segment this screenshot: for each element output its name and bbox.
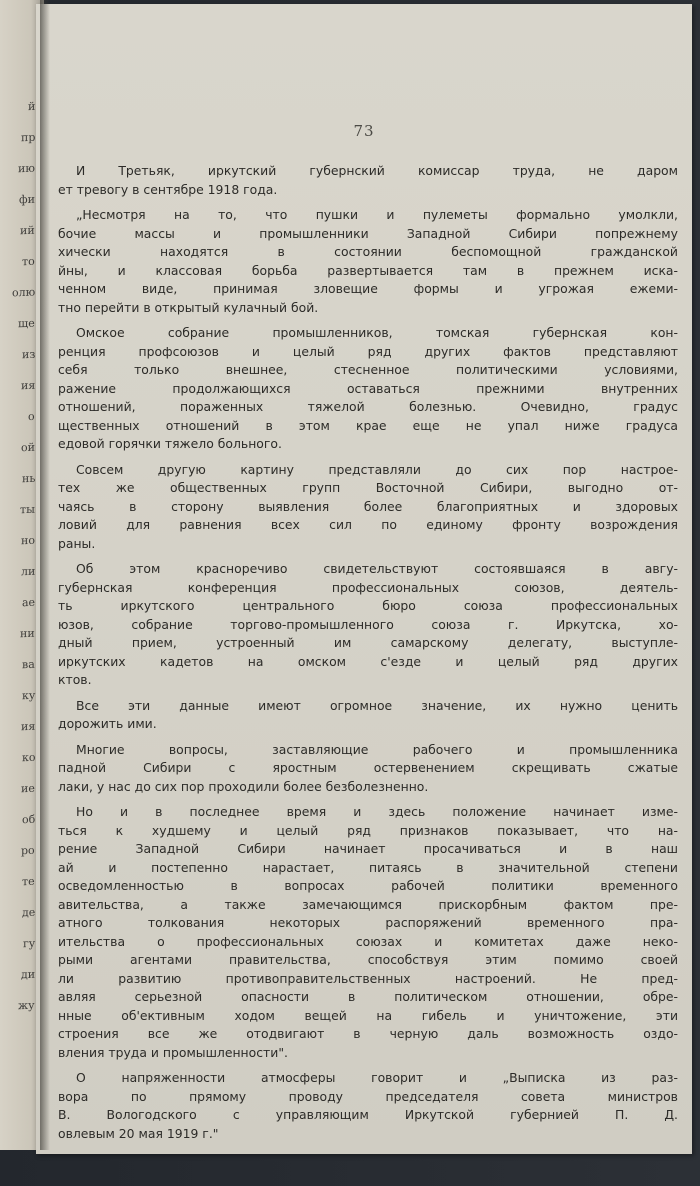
text-line: йны, и классовая борьба развертывается там в прежнем иска- — [58, 262, 678, 278]
text-line: Омское собрание промышленников, томская губернская кон- — [76, 325, 678, 340]
left-page-fragment: ий — [20, 223, 35, 238]
page-gutter-shadow — [40, 0, 50, 1150]
text-line: ай и постепенно нарастает, питаясь в значительной степени — [58, 859, 678, 875]
text-line: юзов, собрание торгово-промышленного союза г. Иркутска, хо- — [58, 616, 678, 632]
left-page-fragment: ты — [20, 502, 35, 517]
left-page-fragment: ию — [18, 161, 35, 176]
left-page-fragment: ще — [18, 316, 35, 331]
text-line: ительства о профессиональных союзах и комитетах даже неко- — [58, 933, 678, 949]
text-line: нные об'ективным ходом вещей на гибель и уничтожение, эти — [58, 1007, 678, 1023]
left-page-fragment: нь — [21, 471, 35, 486]
text-line: отношений, пораженных тяжелой болезнью. Очевидно, градус — [58, 399, 678, 414]
paragraph — [58, 1069, 678, 1143]
left-page-fragment: гу — [22, 936, 35, 951]
left-page-fragment: де — [21, 905, 35, 920]
left-page-fragment: ае — [21, 595, 35, 610]
text-line: ктов. — [58, 672, 92, 687]
text-line: Все эти данные имеют огромное значение, их нужно ценить — [76, 697, 678, 713]
left-page-fragment: ой — [21, 440, 35, 455]
left-page-fragment: о — [28, 409, 35, 424]
text-line: тно перейти в открытый кулачный бой. — [58, 299, 319, 315]
text-line: ренция профсоюзов и целый ряд других фактов представляют — [58, 343, 678, 359]
left-page-fragment: ия — [20, 378, 35, 393]
text-line: падной Сибири с яростным остервенением скрещивать сжатые — [58, 760, 678, 775]
text-line: И Третьяк, иркутский губернский комиссар труда, не даром — [76, 163, 678, 178]
left-page-fragment: ко — [21, 750, 35, 765]
left-page-fragment: жу — [18, 998, 35, 1013]
text-line: авляя серьезной опасности в политическом отношении, обре- — [58, 989, 678, 1004]
text-line: себя только внешнее, стесненное политическими условиями, — [58, 362, 678, 377]
left-page-fragment: но — [21, 533, 35, 548]
text-line: губернская конференция профессиональных союзов, деятель- — [58, 579, 678, 595]
paragraph — [58, 560, 678, 690]
left-page-fragment: фи — [19, 192, 35, 207]
text-line: Многие вопросы, заставляющие рабочего и промышленника — [76, 741, 678, 757]
page-body-text — [58, 162, 678, 1150]
text-line: Совсем другую картину представляли до сих пор настрое- — [76, 461, 678, 477]
text-line: раны. — [58, 535, 96, 551]
text-line: ет тревогу в сентябре 1918 года. — [58, 181, 278, 197]
text-line: овлевым 20 мая 1919 г." — [58, 1125, 219, 1141]
text-line: чаясь в сторону выявления более благоприятных и здоровых — [58, 498, 678, 514]
text-line: едовой горячки тяжело больного. — [58, 436, 282, 451]
page-number: 73 — [353, 122, 375, 140]
left-page-fragment: й — [27, 99, 35, 114]
left-page-fragment: пр — [20, 130, 35, 145]
paragraph — [58, 741, 678, 797]
paragraph — [58, 324, 678, 454]
paragraph — [58, 206, 678, 317]
text-line: ли развитию противоправительственных настроений. Не пред- — [58, 970, 678, 986]
left-page-fragment: ли — [20, 564, 35, 579]
left-page-fragment: то — [22, 254, 35, 269]
text-line: атного толкования некоторых распоряжений временного пра- — [58, 915, 678, 930]
text-line: Об этом красноречиво свидетельствуют состоявшаяся в авгу- — [76, 561, 678, 576]
text-line: рыми агентами правительства, способствуя этим помимо своей — [58, 952, 678, 967]
text-line: иркутских кадетов на омском с'езде и целый ряд других — [58, 653, 678, 669]
text-line: Но и в последнее время и здесь положение начинает изме- — [76, 804, 678, 819]
book-page — [36, 4, 692, 1154]
left-page-fragment: ди — [20, 967, 35, 982]
left-page-fragment: олю — [11, 285, 35, 300]
text-line: лаки, у нас до сих пор проходили более безболезненно. — [58, 778, 429, 794]
left-page-fragment: ия — [20, 719, 35, 734]
text-line: ловий для равнения всех сил по единому фронту возрождения — [58, 517, 678, 532]
text-line: осведомленностью в вопросах рабочей политики временного — [58, 878, 678, 893]
paragraph — [58, 697, 678, 734]
left-page-fragment: ни — [20, 626, 35, 641]
text-line: вора по прямому проводу председателя совета министров — [58, 1088, 678, 1104]
text-line: ть иркутского центрального бюро союза профессиональных — [58, 598, 678, 613]
text-line: щественных отношений в этом крае еще не упал ниже градуса — [58, 417, 678, 433]
text-line: рение Западной Сибири начинает просачиваться и в наш — [58, 841, 678, 856]
text-line: тех же общественных групп Восточной Сибири, выгодно от- — [58, 480, 678, 495]
left-page-fragment: те — [22, 874, 35, 889]
left-page-fragment: ие — [21, 781, 35, 796]
text-line: В. Вологодского с управляющим Иркутской губернией П. Д. — [58, 1107, 678, 1122]
text-line: дорожить ими. — [58, 716, 157, 731]
left-page-fragment: ва — [22, 657, 35, 672]
text-line: ражение продолжающихся оставаться прежними внутренних — [58, 380, 678, 396]
paragraph — [58, 461, 678, 554]
left-page-fragment: из — [21, 347, 35, 362]
text-line: строения все же отодвигают в черную даль возможность оздо- — [58, 1026, 678, 1041]
text-line: вления труда и промышленности". — [58, 1044, 288, 1060]
left-page-fragment: ку — [21, 688, 35, 703]
text-line: ться к худшему и целый ряд признаков показывает, что на- — [58, 822, 678, 838]
left-page-fragment: об — [21, 812, 35, 827]
text-line: бочие массы и промышленники Западной Сибири попрежнему — [58, 225, 678, 241]
text-line: ченном виде, принимая зловещие формы и угрожая ежеми- — [58, 281, 678, 296]
left-page-fragment: ро — [21, 843, 35, 858]
paragraph — [58, 162, 678, 199]
text-line: „Несмотря на то, что пушки и пулеметы формально умолкли, — [76, 207, 678, 222]
text-line: хически находятся в состоянии беспомощной гражданской — [58, 244, 678, 259]
text-line: авительства, а также замечающимся прискорбным фактом пре- — [58, 896, 678, 912]
paragraph — [58, 803, 678, 1062]
text-line: дный прием, устроенный им самарскому делегату, выступле- — [58, 635, 678, 650]
text-line: О напряженности атмосферы говорит и „Выписка из раз- — [76, 1070, 678, 1085]
